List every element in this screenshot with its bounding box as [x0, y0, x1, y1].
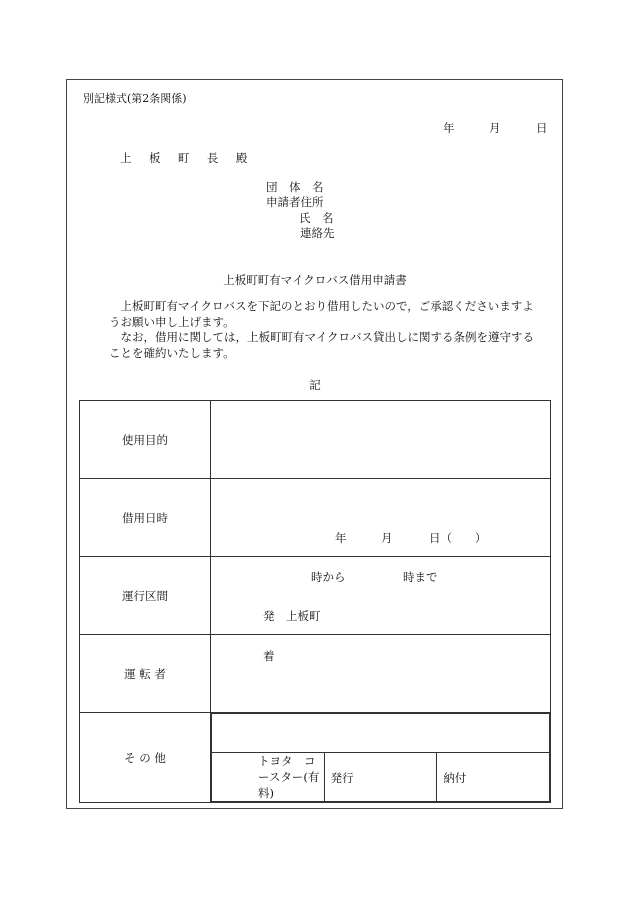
datetime-label: 借用日時: [80, 479, 211, 557]
applicant-address: 申請者住所: [266, 195, 324, 209]
body-paragraph-1: 上板町町有マイクロバスを下記のとおり借用したいので，ご承認くださいますようお願い申し上げます。: [109, 299, 534, 329]
other-notes-field[interactable]: [212, 714, 550, 753]
applicant-name: 氏 名: [299, 211, 334, 225]
route-depart: 発 上板町: [263, 608, 321, 623]
purpose-label: 使用目的: [80, 401, 211, 479]
datetime-to: 時まで: [403, 569, 438, 584]
date-year: 年: [443, 121, 455, 135]
body-text: [109, 299, 539, 361]
table-row-other: [80, 713, 551, 803]
body-paragraph-2: なお，借用に関しては，上板町町有マイクロバス貸出しに関する条例を遵守することを確約いたします。: [109, 330, 535, 360]
applicant-organization: 団 体 名: [266, 180, 324, 194]
route-arrive: 着: [263, 648, 275, 663]
datetime-year: 年: [335, 530, 347, 545]
other-subtable: [211, 713, 550, 802]
table-row-purpose: [80, 401, 551, 479]
vehicle-label: トヨタ コースター(有料): [212, 753, 325, 802]
purpose-field[interactable]: [211, 401, 551, 479]
application-table: [79, 400, 551, 803]
form-label: 別記様式(第2条関係): [83, 92, 187, 105]
route-field[interactable]: [211, 557, 551, 663]
table-row-datetime: [80, 479, 551, 557]
route-label: 運行区間: [80, 557, 211, 635]
applicant-contact: 連絡先: [300, 226, 335, 240]
date-day: 日: [536, 121, 548, 135]
table-row-driver: [80, 635, 551, 713]
other-field: [211, 713, 551, 803]
payment-stamp-cell[interactable]: [437, 753, 550, 802]
addressee: 上 板 町 長 殿: [120, 151, 255, 165]
payment-label: 納付: [443, 771, 467, 785]
datetime-month: 月: [381, 530, 393, 545]
datetime-field[interactable]: [211, 479, 551, 584]
date-month: 月: [489, 121, 501, 135]
datetime-from: 時から: [311, 569, 346, 584]
issue-label: 発行: [330, 771, 354, 785]
driver-field[interactable]: [211, 635, 551, 713]
driver-label: 運 転 者: [80, 635, 211, 713]
applicant-block: [240, 179, 360, 243]
issue-stamp-cell[interactable]: [324, 753, 437, 802]
datetime-day: 日（ ）: [429, 530, 487, 545]
document-title: 上板町町有マイクロバス借用申請書: [223, 273, 407, 287]
other-label: そ の 他: [80, 713, 211, 803]
ki-heading: 記: [309, 378, 321, 392]
